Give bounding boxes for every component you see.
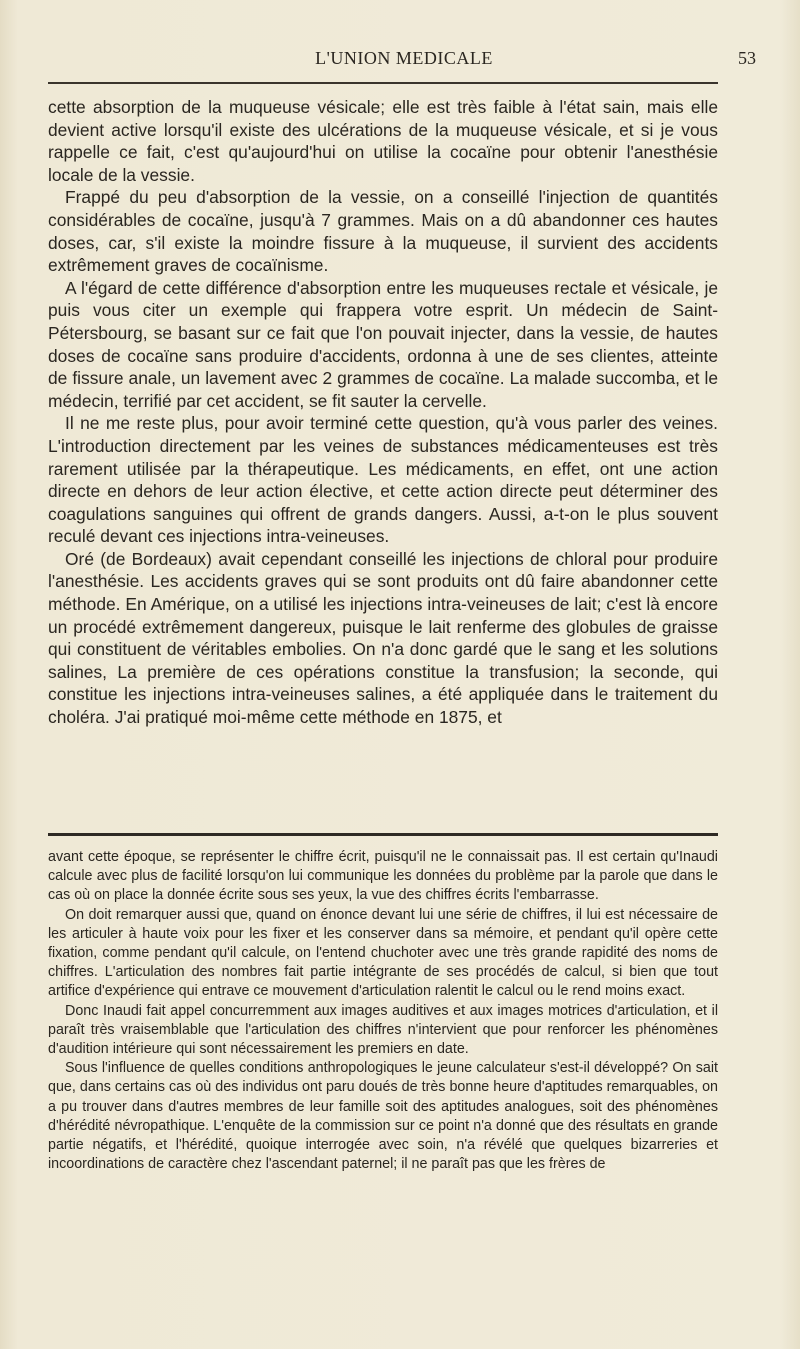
body-paragraph: A l'égard de cette différence d'absorption entre les muqueuses rectale et vésicale, je puis vous citer un exemple qui frappera votre esprit. Un médecin de Saint-Pétersbourg, se basant sur ce fait que l'on pouvait injecter, dans la vessie, de hautes doses de cocaïne sans produire d'accidents, ordonna à une de ses clientes, atteinte de fissure anale, un lavement avec 2 grammes de cocaïne. La malade succomba, et le médecin, terrifié par cet accident, se fit sauter la cervelle.	[48, 277, 718, 411]
body-paragraph: Frappé du peu d'absorption de la vessie, on a conseillé l'injection de quantités considérables de cocaïne, jusqu'à 7 grammes. Mais on a dû abandonner ces hautes doses, car, s'il existe la moindre fissure à la muqueuse, il survient des accidents extrêmement graves de cocaïnisme.	[48, 187, 718, 276]
feuilleton-text	[48, 848, 718, 1174]
note-paragraph: Donc Inaudi fait appel concurremment aux images auditives et aux images motrices d'articulation, et il paraît très vraisemblable que l'articulation des chiffres n'intervient que pour renforcer les phénomènes d'audition intérieure qui sont nécessairement les premiers en date.	[48, 1002, 718, 1058]
feuilleton-separator	[48, 833, 718, 836]
running-title: L'UNION MEDICALE	[315, 48, 493, 68]
note-paragraph: avant cette époque, se représenter le chiffre écrit, puisqu'il ne le connaissait pas. Il est certain qu'Inaudi calcule avec plus de facilité lorsqu'on lui communique les données du problème par la parole que dans le cas où on place la donnée écrite sous ses yeux, la vue des chiffres écrits l'embarrasse.	[48, 849, 718, 904]
body-paragraph: Oré (de Bordeaux) avait cependant conseillé les injections de chloral pour produire l'anesthésie. Les accidents graves qui se sont produits ont dû faire abandonner cette méthode. En Amérique, on a utilisé les injections intra-veineuses de lait; c'est là encore un procédé extrêmement dangereux, puisque le lait renferme des globules de graisse qui constituent de véritables embolies. On n'a donc gardé que le sang et les solutions salines, La première de ces opérations constitue la transfusion; la seconde, qui constitue les injections intra-veineuses salines, a été appliquée dans le traitement du choléra. J'ai pratiqué moi-même cette méthode en 1875, et	[48, 548, 718, 728]
main-text	[48, 96, 718, 729]
note-paragraph: On doit remarquer aussi que, quand on énonce devant lui une série de chiffres, il lui est nécessaire de les articuler à haute voix pour les fixer et les conserver dans sa mémoire, et pendant qu'il opère cette fixation, comme pendant qu'il calcule, on l'entend chuchoter avec une très grande rapidité des noms de chiffres. L'articulation des nombres fait partie intégrante de ses procédés de calcul, si bien que tout artifice d'expérience qui entrave ce mouvement d'articulation ralentit le calcul ou le rend moins exact.	[48, 906, 718, 1000]
body-paragraph: cette absorption de la muqueuse vésicale; elle est très faible à l'état sain, mais elle devient active lorsqu'il existe des ulcérations de la muqueuse vésicale, et si je vous rappelle ce fait, c'est qu'aujourd'hui on utilise la cocaïne pour obtenir l'anesthésie locale de la vessie.	[48, 97, 718, 185]
note-paragraph: Sous l'influence de quelles conditions anthropologiques le jeune calculateur s'est-il développé? On sait que, dans certains cas où des individus ont paru doués de très bonne heure d'aptitudes remarquables, on a pu trouver dans d'autres membres de leur famille soit des aptitudes analogues, soit des phénomènes d'hérédité névropathique. L'enquête de la commission sur ce point n'a donné que des résultats en grande partie négatifs, et l'hérédité, quoique interrogée avec soin, n'a révélé que quelques bizarreries et incoordinations de caractère chez l'ascendant paternel; il ne paraît pas que les frères de	[48, 1060, 718, 1173]
page-number: 53	[738, 48, 756, 68]
header-rule	[48, 82, 718, 84]
body-paragraph: Il ne me reste plus, pour avoir terminé cette question, qu'à vous parler des veines. L'introduction directement par les veines de substances médicamenteuses est très rarement utilisée par la thérapeutique. Les médicaments, en effet, ont une action directe en dehors de leur action élective, et cette action directe peut déterminer des coagulations sanguines qui offrent de grands dangers. Aussi, a-t-on le plus souvent reculé devant ces injections intra-veineuses.	[48, 413, 718, 547]
page-header	[48, 48, 760, 78]
